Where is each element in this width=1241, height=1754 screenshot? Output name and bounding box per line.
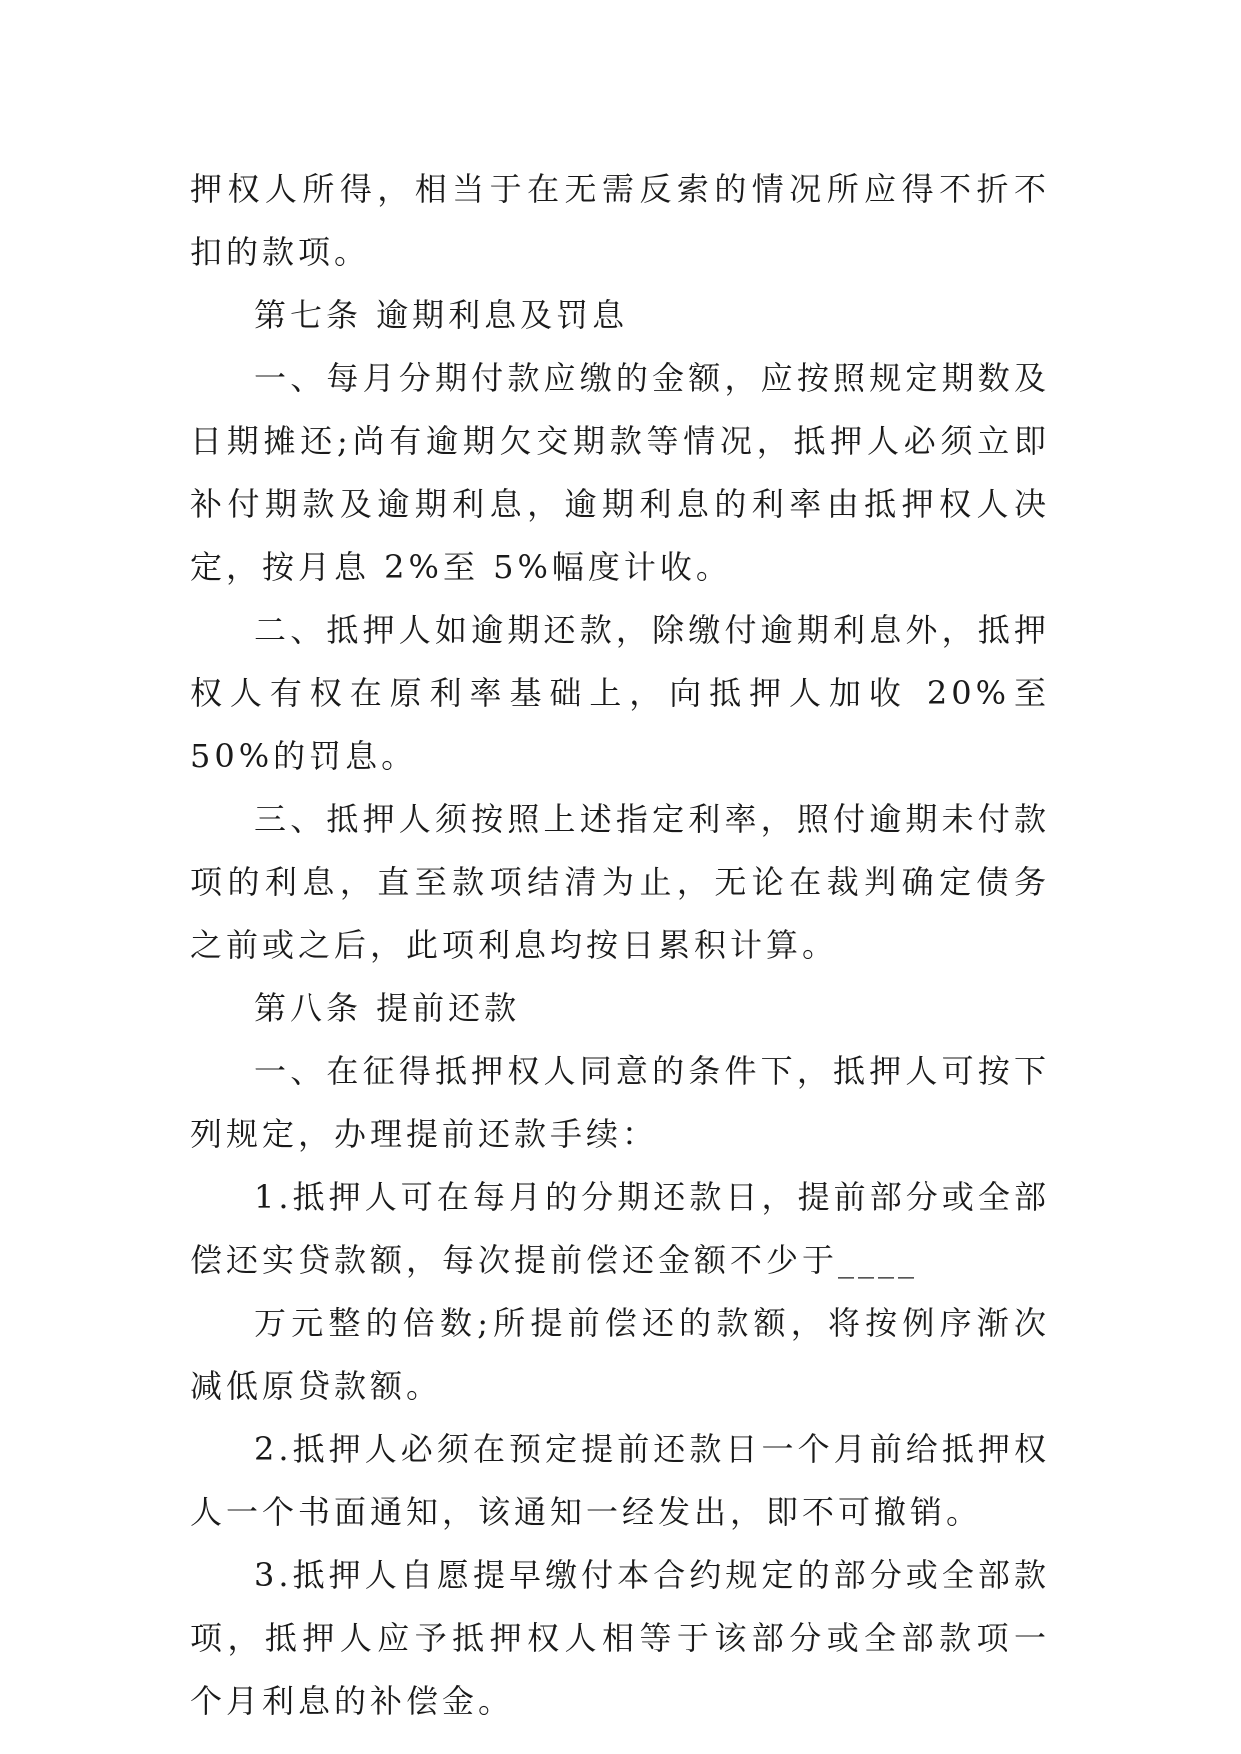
- article-7-heading: 第七条 逾期利息及罚息: [254, 296, 629, 334]
- article-8-item-1: 1.抵押人可在每月的分期还款日，提前部分或全部偿还实贷款额，每次提前偿还金额不少于____: [190, 1178, 1050, 1279]
- article-7-clause-3: 三、抵押人须按照上述指定利率，照付逾期未付款项的利息，直至款项结清为止，无论在裁判确定债务之前或之后，此项利息均按日累积计算。: [190, 800, 1050, 964]
- article-8-heading: 第八条 提前还款: [254, 989, 521, 1027]
- article-8-item-3: 3.抵押人自愿提早缴付本合约规定的部分或全部款项，抵押人应予抵押权人相等于该部分或全部款项一个月利息的补偿金。: [190, 1556, 1050, 1720]
- article-8-clause-1: 一、在征得抵押权人同意的条件下，抵押人可按下列规定，办理提前还款手续：: [190, 1052, 1050, 1153]
- article-8-item-2: 2.抵押人必须在预定提前还款日一个月前给抵押权人一个书面通知，该通知一经发出，即不可撤销。: [190, 1430, 1050, 1531]
- article-7-clause-2: 二、抵押人如逾期还款，除缴付逾期利息外，抵押权人有权在原利率基础上，向抵押人加收 20%至 50%的罚息。: [190, 611, 1050, 775]
- article-8-item-1-continued: 万元整的倍数;所提前偿还的款额，将按例序渐次减低原贷款额。: [190, 1304, 1050, 1405]
- document-body: [190, 158, 1050, 1733]
- paragraph-continuation: 押权人所得，相当于在无需反索的情况所应得不折不扣的款项。: [190, 170, 1050, 271]
- article-7-clause-1: 一、每月分期付款应缴的金额，应按照规定期数及日期摊还;尚有逾期欠交期款等情况，抵押人必须立即补付期款及逾期利息，逾期利息的利率由抵押权人决定，按月息 2%至 5%幅度计收。: [190, 359, 1050, 586]
